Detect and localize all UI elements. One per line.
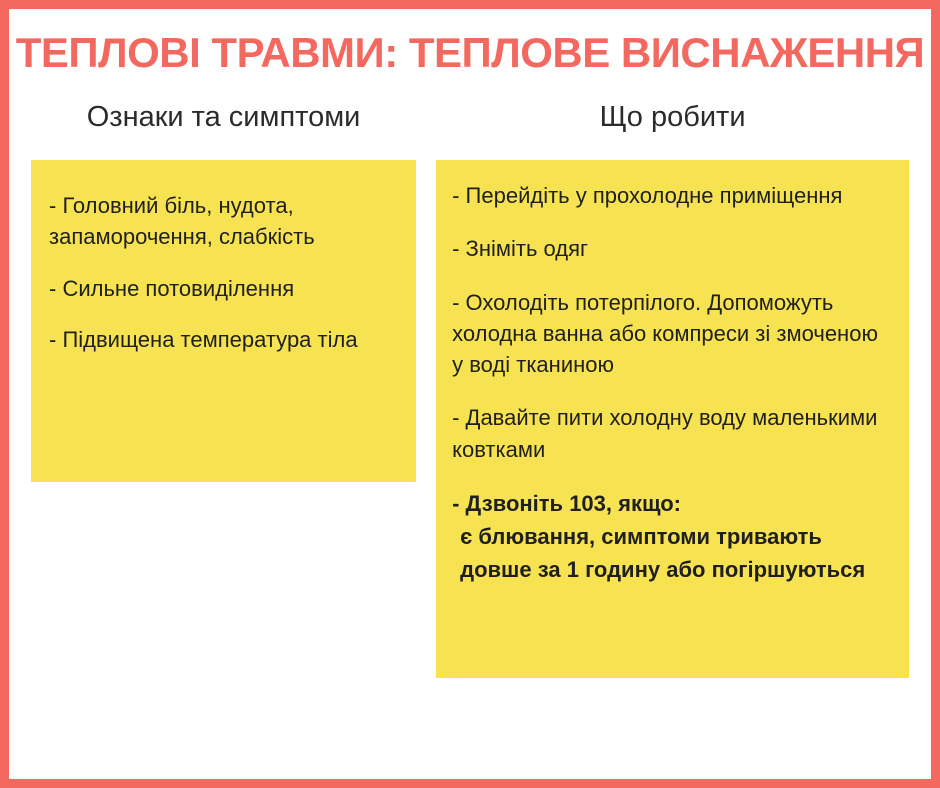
emergency-call-line: - Дзвоніть 103, якщо: [452,490,682,516]
list-item: - Перейдіть у прохолодне приміщення [452,183,843,209]
symptoms-column [31,85,428,482]
emergency-call-note [452,487,891,586]
list-item: - Охолодіть потерпілого. Допоможуть холодна ванна або компреси зі змоченою у воді тканиною [452,289,878,378]
list-item: - Зніміть одяг [452,236,589,262]
actions-panel [436,160,909,678]
list-item: - Сильне потовиділення [49,275,295,301]
symptoms-heading: Ознаки та симптоми [86,101,361,134]
emergency-condition-line: є блювання, симптоми тривають довше за 1 годину або погіршуються [460,523,866,582]
list-item: - Підвищена температура тіла [49,326,358,352]
list-item: - Давайте пити холодну воду маленькими ковтками [452,405,878,462]
list-item: - Головний біль, нудота, запаморочення, слабкість [49,193,315,250]
content-columns [9,85,931,678]
actions-column [428,85,909,678]
actions-heading: Що робити [599,101,746,134]
page-title: ТЕПЛОВІ ТРАВМИ: ТЕПЛОВЕ ВИСНАЖЕННЯ [15,29,925,76]
symptoms-panel [31,160,416,482]
